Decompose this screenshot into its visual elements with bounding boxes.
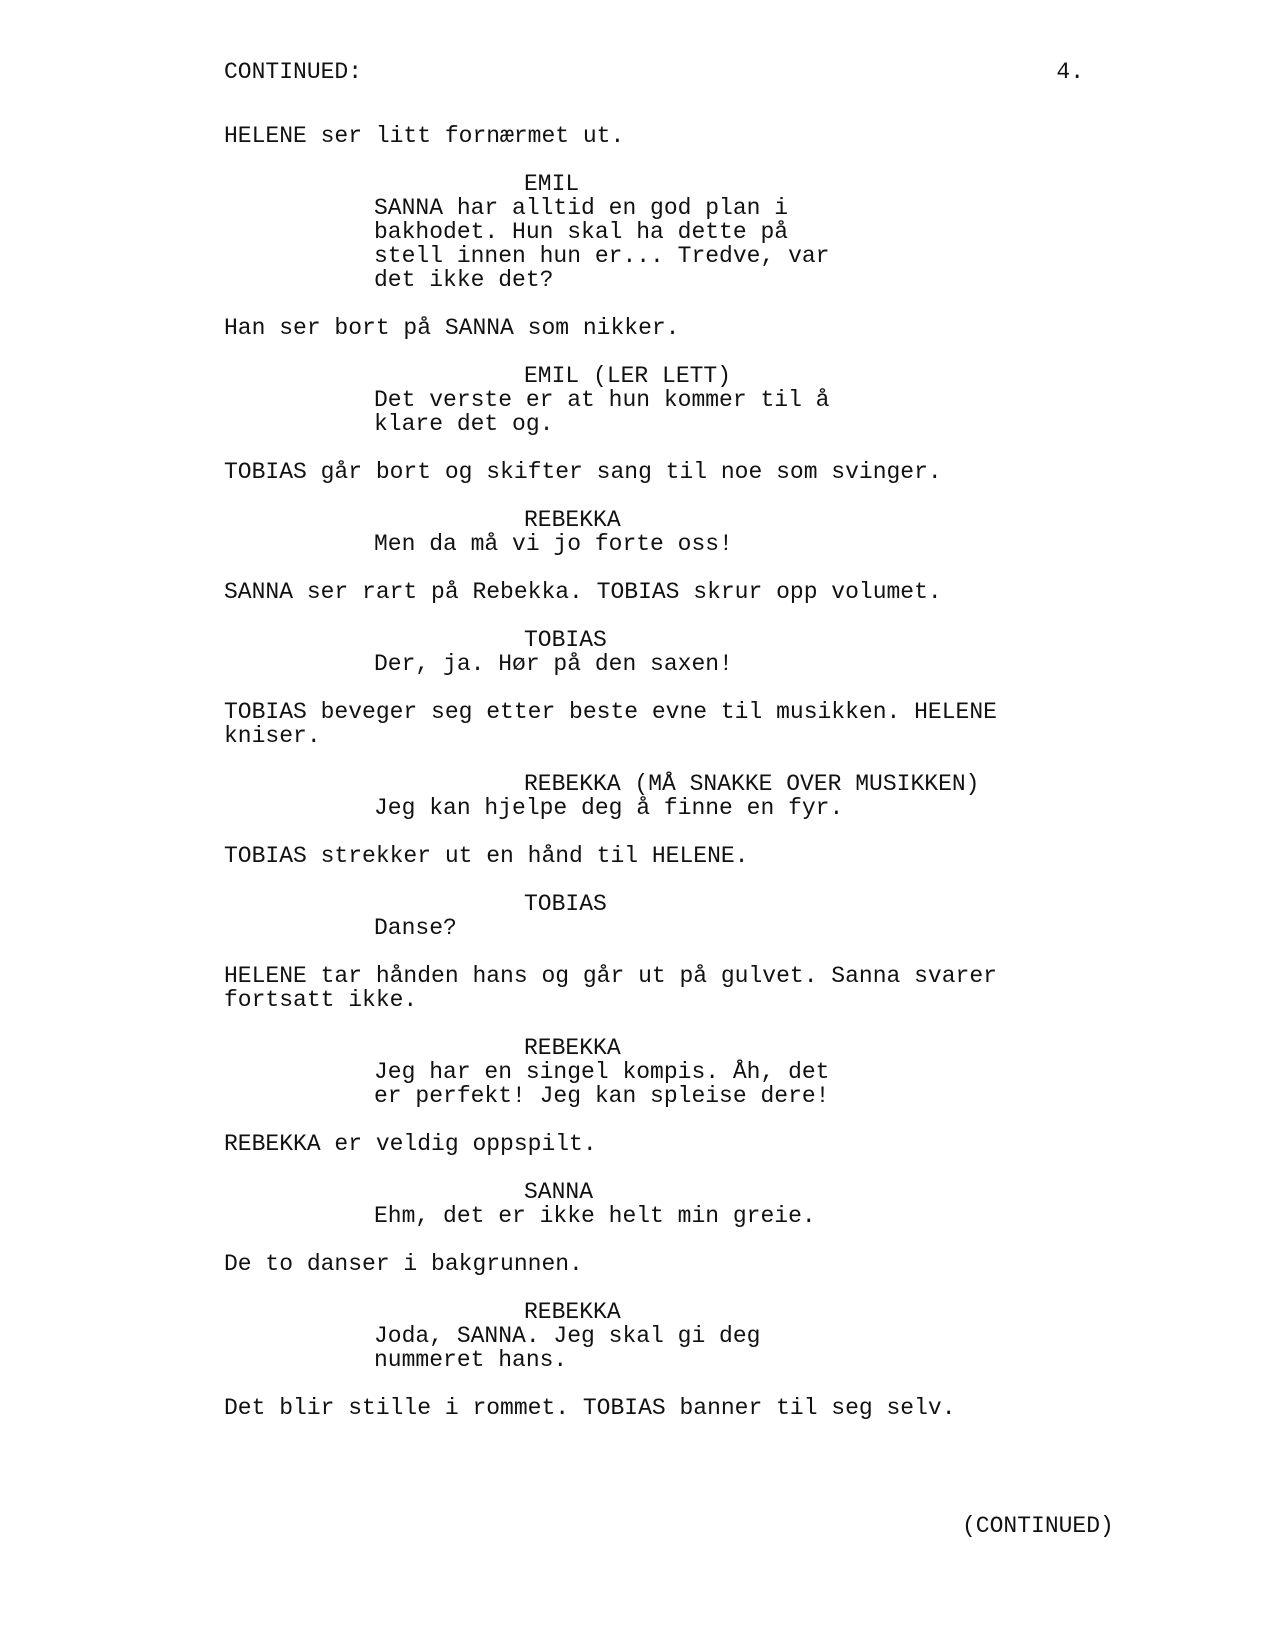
- character-name: REBEKKA: [524, 507, 621, 533]
- action-line: Det blir stille i rommet. TOBIAS banner til seg selv.: [224, 1395, 956, 1421]
- dialogue-text: Det verste er at hun kommer til å klare det og.: [374, 387, 830, 437]
- character-name: REBEKKA: [524, 1299, 621, 1325]
- action-line: TOBIAS går bort og skifter sang til noe som svinger.: [224, 459, 942, 485]
- dialogue-text: Ehm, det er ikke helt min greie.: [374, 1203, 816, 1229]
- action-line: TOBIAS beveger seg etter beste evne til musikken. HELENE kniser.: [224, 699, 997, 749]
- character-name: REBEKKA: [524, 1035, 621, 1061]
- dialogue-block: [224, 508, 1124, 556]
- action-line: REBEKKA er veldig oppspilt.: [224, 1131, 597, 1157]
- dialogue-text: Danse?: [374, 915, 457, 941]
- dialogue-block: [224, 1300, 1124, 1372]
- dialogue-block: [224, 892, 1124, 940]
- dialogue-text: SANNA har alltid en god plan i bakhodet. Hun skal ha dette på stell innen hun er... Tredve, var det ikke det?: [374, 195, 830, 293]
- action-line: Han ser bort på SANNA som nikker.: [224, 315, 680, 341]
- dialogue-block: [224, 772, 1124, 820]
- action-line: TOBIAS strekker ut en hånd til HELENE.: [224, 843, 749, 869]
- action-line: De to danser i bakgrunnen.: [224, 1251, 583, 1277]
- continued-header: CONTINUED:: [224, 59, 363, 85]
- character-name: REBEKKA (MÅ SNAKKE OVER MUSIKKEN): [524, 771, 980, 797]
- character-name: EMIL (LER LETT): [524, 363, 732, 389]
- dialogue-block: [224, 628, 1124, 676]
- action-line: HELENE tar hånden hans og går ut på gulvet. Sanna svarer fortsatt ikke.: [224, 963, 997, 1013]
- dialogue-block: [224, 364, 1124, 436]
- dialogue-block: [224, 172, 1124, 292]
- continued-footer: (CONTINUED): [962, 1513, 1114, 1539]
- dialogue-block: [224, 1036, 1124, 1108]
- dialogue-text: Joda, SANNA. Jeg skal gi deg nummeret hans.: [374, 1323, 761, 1373]
- dialogue-text: Men da må vi jo forte oss!: [374, 531, 733, 557]
- action-line: HELENE ser litt fornærmet ut.: [224, 123, 625, 149]
- page-number: 4.: [1056, 59, 1084, 85]
- action-line: SANNA ser rart på Rebekka. TOBIAS skrur opp volumet.: [224, 579, 942, 605]
- character-name: TOBIAS: [524, 891, 607, 917]
- dialogue-text: Jeg kan hjelpe deg å finne en fyr.: [374, 795, 844, 821]
- character-name: SANNA: [524, 1179, 594, 1205]
- page-header: [224, 60, 1084, 84]
- character-name: TOBIAS: [524, 627, 607, 653]
- dialogue-text: Der, ja. Hør på den saxen!: [374, 651, 733, 677]
- screenplay-body: [224, 124, 1124, 1444]
- dialogue-text: Jeg har en singel kompis. Åh, det er perfekt! Jeg kan spleise dere!: [374, 1059, 830, 1109]
- character-name: EMIL: [524, 171, 580, 197]
- dialogue-block: [224, 1180, 1124, 1228]
